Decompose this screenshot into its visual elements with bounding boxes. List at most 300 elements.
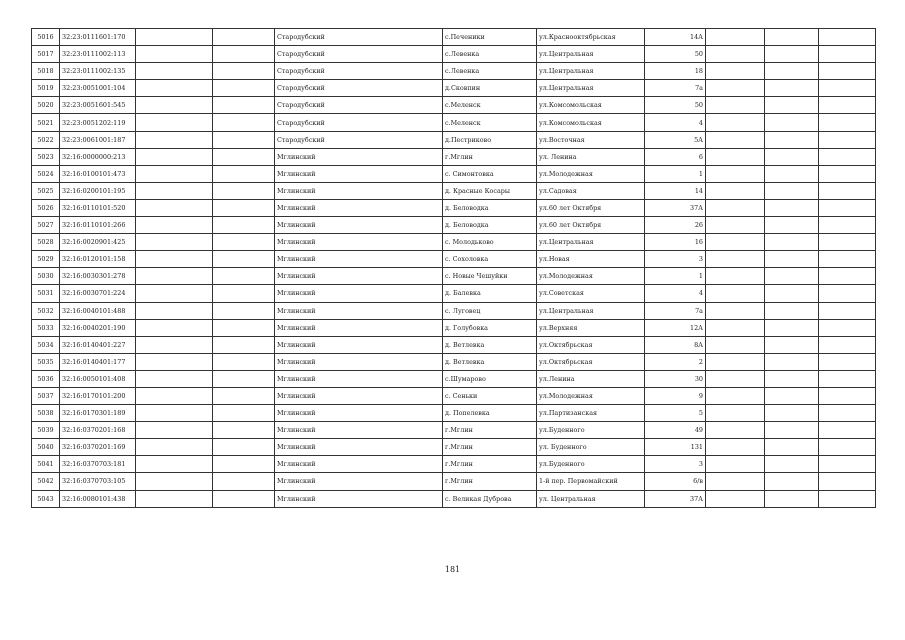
district-name: Мглинский [275,234,443,251]
house-number: 8А [645,336,706,353]
empty-cell [819,473,876,490]
street-name: ул.Краснооктябрьская [537,29,645,46]
district-name: Стародубский [275,131,443,148]
house-number: 5 [645,405,706,422]
empty-cell [819,387,876,404]
street-name: ул.Центральная [537,46,645,63]
house-number: 131 [645,439,706,456]
table-row [32,319,876,336]
locality-name: с. Новые Чешуйки [443,268,537,285]
locality-name: с. Сеньки [443,387,537,404]
district-name: Мглинский [275,456,443,473]
house-number: 1 [645,268,706,285]
empty-cell [819,46,876,63]
empty-cell [765,46,819,63]
cadastral-number: 32:16:0370703:105 [60,473,136,490]
row-number: 5040 [32,439,60,456]
row-number: 5029 [32,251,60,268]
street-name: ул.Верхняя [537,319,645,336]
empty-cell [706,285,765,302]
locality-name: с. Сохоловка [443,251,537,268]
cadastral-number: 32:16:0040101:488 [60,302,136,319]
cadastral-number: 32:16:0030301:278 [60,268,136,285]
empty-cell [136,97,213,114]
table-row [32,336,876,353]
empty-cell [765,131,819,148]
empty-cell [213,439,275,456]
empty-cell [706,234,765,251]
empty-cell [706,217,765,234]
empty-cell [706,199,765,216]
street-name: ул.Молодежная [537,165,645,182]
empty-cell [213,199,275,216]
cadastral-number: 32:16:0140401:177 [60,353,136,370]
district-name: Мглинский [275,353,443,370]
district-name: Мглинский [275,302,443,319]
street-name: ул. Ленина [537,148,645,165]
house-number: 9 [645,387,706,404]
empty-cell [819,405,876,422]
street-name: ул.Центральная [537,302,645,319]
street-name: 1-й пер. Первомайский [537,473,645,490]
empty-cell [136,182,213,199]
table-row [32,114,876,131]
empty-cell [765,182,819,199]
row-number: 5043 [32,490,60,507]
row-number: 5028 [32,234,60,251]
locality-name: с.Шумарово [443,370,537,387]
empty-cell [765,80,819,97]
empty-cell [213,285,275,302]
district-name: Мглинский [275,182,443,199]
row-number: 5039 [32,422,60,439]
empty-cell [765,148,819,165]
row-number: 5020 [32,97,60,114]
empty-cell [213,319,275,336]
locality-name: с. Молодьково [443,234,537,251]
cadastral-number: 32:16:0110101:266 [60,217,136,234]
empty-cell [706,165,765,182]
locality-name: д. Ветлевка [443,336,537,353]
empty-cell [706,46,765,63]
district-name: Мглинский [275,165,443,182]
empty-cell [136,422,213,439]
row-number: 5018 [32,63,60,80]
empty-cell [706,353,765,370]
empty-cell [819,114,876,131]
table-row [32,29,876,46]
empty-cell [765,251,819,268]
empty-cell [819,148,876,165]
cadastral-number: 32:16:0170101:200 [60,387,136,404]
empty-cell [136,439,213,456]
row-number: 5026 [32,199,60,216]
empty-cell [136,336,213,353]
street-name: ул.Молодежная [537,387,645,404]
cadastral-number: 32:16:0140401:227 [60,336,136,353]
empty-cell [765,336,819,353]
house-number: 4 [645,285,706,302]
cadastral-number: 32:16:0080101:438 [60,490,136,507]
empty-cell [136,251,213,268]
table-row [32,217,876,234]
locality-name: с.Меленск [443,97,537,114]
street-name: ул.Партизанская [537,405,645,422]
cadastral-number: 32:23:0051601:545 [60,97,136,114]
street-name: ул.Новая [537,251,645,268]
empty-cell [136,29,213,46]
row-number: 5019 [32,80,60,97]
cadastral-number: 32:16:0100101:473 [60,165,136,182]
cadastral-number: 32:16:0120101:158 [60,251,136,268]
empty-cell [706,370,765,387]
empty-cell [136,353,213,370]
empty-cell [213,165,275,182]
street-name: ул.Советская [537,285,645,302]
locality-name: г.Мглин [443,148,537,165]
cadastral-number: 32:23:0051001:104 [60,80,136,97]
street-name: ул.Буденного [537,456,645,473]
house-number: 7а [645,302,706,319]
locality-name: г.Мглин [443,439,537,456]
empty-cell [706,490,765,507]
locality-name: г.Мглин [443,422,537,439]
house-number: 14 [645,182,706,199]
house-number: 4 [645,114,706,131]
row-number: 5025 [32,182,60,199]
table-row [32,63,876,80]
empty-cell [213,131,275,148]
empty-cell [765,114,819,131]
empty-cell [706,387,765,404]
empty-cell [136,217,213,234]
row-number: 5032 [32,302,60,319]
street-name: ул. Центральная [537,490,645,507]
empty-cell [136,285,213,302]
locality-name: д.Сковпин [443,80,537,97]
house-number: 2 [645,353,706,370]
empty-cell [819,439,876,456]
table-row [32,165,876,182]
locality-name: д. Попелевка [443,405,537,422]
empty-cell [213,405,275,422]
table-row [32,182,876,199]
row-number: 5033 [32,319,60,336]
empty-cell [213,234,275,251]
cadastral-number: 32:23:0111601:170 [60,29,136,46]
cadastral-number: 32:16:0040201:190 [60,319,136,336]
house-number: 37А [645,490,706,507]
row-number: 5024 [32,165,60,182]
empty-cell [765,319,819,336]
district-name: Мглинский [275,319,443,336]
page-number: 181 [444,565,461,574]
empty-cell [819,353,876,370]
empty-cell [765,473,819,490]
row-number: 5021 [32,114,60,131]
empty-cell [706,456,765,473]
empty-cell [819,97,876,114]
table-row [32,148,876,165]
empty-cell [819,490,876,507]
house-number: 50 [645,46,706,63]
empty-cell [213,302,275,319]
empty-cell [765,268,819,285]
empty-cell [213,370,275,387]
district-name: Мглинский [275,387,443,404]
district-name: Мглинский [275,490,443,507]
empty-cell [706,114,765,131]
empty-cell [136,370,213,387]
house-number: 3 [645,251,706,268]
street-name: ул.Центральная [537,80,645,97]
street-name: ул.60 лет Октября [537,199,645,216]
empty-cell [765,217,819,234]
cadastral-number: 32:16:0370703:181 [60,456,136,473]
row-number: 5031 [32,285,60,302]
empty-cell [765,456,819,473]
empty-cell [765,29,819,46]
district-name: Мглинский [275,199,443,216]
empty-cell [136,63,213,80]
empty-cell [213,80,275,97]
empty-cell [706,148,765,165]
street-name: ул.Комсомольская [537,97,645,114]
empty-cell [213,473,275,490]
cadastral-number: 32:16:0020901:425 [60,234,136,251]
empty-cell [213,29,275,46]
empty-cell [706,319,765,336]
table-row [32,405,876,422]
locality-name: г.Мглин [443,473,537,490]
locality-name: д. Голубовка [443,319,537,336]
empty-cell [213,336,275,353]
empty-cell [819,182,876,199]
house-number: 50 [645,97,706,114]
empty-cell [213,217,275,234]
cadastral-number: 32:16:0050101:408 [60,370,136,387]
cadastral-number: 32:16:0000000:213 [60,148,136,165]
empty-cell [706,268,765,285]
district-name: Мглинский [275,473,443,490]
table-row [32,131,876,148]
empty-cell [213,387,275,404]
row-number: 5042 [32,473,60,490]
empty-cell [765,405,819,422]
house-number: 16 [645,234,706,251]
empty-cell [819,422,876,439]
empty-cell [213,148,275,165]
house-number: 5А [645,131,706,148]
empty-cell [819,319,876,336]
empty-cell [706,422,765,439]
empty-cell [765,234,819,251]
locality-name: д. Красные Косары [443,182,537,199]
row-number: 5030 [32,268,60,285]
empty-cell [213,268,275,285]
table-row [32,285,876,302]
cadastral-number: 32:23:0051202:119 [60,114,136,131]
locality-name: д. Беловодка [443,217,537,234]
empty-cell [819,234,876,251]
empty-cell [213,456,275,473]
empty-cell [819,80,876,97]
district-name: Мглинский [275,285,443,302]
cadastral-number: 32:16:0370201:169 [60,439,136,456]
empty-cell [136,302,213,319]
empty-cell [819,199,876,216]
empty-cell [819,165,876,182]
empty-cell [136,456,213,473]
table-row [32,370,876,387]
cadastral-number: 32:16:0170301:189 [60,405,136,422]
table-row [32,473,876,490]
street-name: ул.60 лет Октября [537,217,645,234]
table-row [32,199,876,216]
empty-cell [819,251,876,268]
district-name: Стародубский [275,114,443,131]
table-row [32,251,876,268]
table-row [32,353,876,370]
empty-cell [213,422,275,439]
row-number: 5041 [32,456,60,473]
cadastral-number: 32:23:0111002:135 [60,63,136,80]
district-name: Стародубский [275,29,443,46]
empty-cell [136,387,213,404]
empty-cell [136,234,213,251]
empty-cell [819,285,876,302]
empty-cell [706,473,765,490]
table-row [32,439,876,456]
empty-cell [136,114,213,131]
registry-table [31,28,876,508]
empty-cell [706,80,765,97]
empty-cell [819,370,876,387]
house-number: 3 [645,456,706,473]
empty-cell [213,46,275,63]
empty-cell [706,336,765,353]
locality-name: д.Пестриково [443,131,537,148]
table-row [32,302,876,319]
locality-name: д. Ветлевка [443,353,537,370]
empty-cell [765,199,819,216]
empty-cell [765,302,819,319]
empty-cell [819,302,876,319]
empty-cell [706,182,765,199]
row-number: 5023 [32,148,60,165]
locality-name: с.Печеники [443,29,537,46]
empty-cell [765,439,819,456]
empty-cell [706,63,765,80]
house-number: 18 [645,63,706,80]
street-name: ул.Буденного [537,422,645,439]
district-name: Стародубский [275,80,443,97]
street-name: ул.Октябрьская [537,336,645,353]
row-number: 5038 [32,405,60,422]
table-row [32,268,876,285]
empty-cell [136,80,213,97]
cadastral-number: 32:16:0030701:224 [60,285,136,302]
empty-cell [136,405,213,422]
table-row [32,234,876,251]
empty-cell [765,490,819,507]
table-row [32,422,876,439]
locality-name: с.Меленск [443,114,537,131]
empty-cell [136,319,213,336]
empty-cell [213,114,275,131]
locality-name: с. Великая Дуброва [443,490,537,507]
house-number: 26 [645,217,706,234]
empty-cell [765,370,819,387]
street-name: ул.Центральная [537,63,645,80]
empty-cell [136,131,213,148]
house-number: 14А [645,29,706,46]
empty-cell [765,387,819,404]
table-row [32,387,876,404]
empty-cell [706,97,765,114]
street-name: ул.Молодежная [537,268,645,285]
empty-cell [765,63,819,80]
house-number: 1 [645,165,706,182]
empty-cell [136,148,213,165]
table-row [32,97,876,114]
cadastral-number: 32:23:0111002:113 [60,46,136,63]
district-name: Мглинский [275,405,443,422]
empty-cell [136,199,213,216]
table-row [32,46,876,63]
locality-name: г.Мглин [443,456,537,473]
street-name: ул.Октябрьская [537,353,645,370]
empty-cell [819,63,876,80]
house-number: 49 [645,422,706,439]
empty-cell [213,182,275,199]
district-name: Мглинский [275,148,443,165]
street-name: ул.Восточная [537,131,645,148]
row-number: 5027 [32,217,60,234]
empty-cell [213,97,275,114]
empty-cell [765,165,819,182]
empty-cell [706,405,765,422]
empty-cell [819,456,876,473]
empty-cell [136,46,213,63]
street-name: ул. Буденного [537,439,645,456]
table-row [32,80,876,97]
row-number: 5017 [32,46,60,63]
district-name: Мглинский [275,439,443,456]
district-name: Мглинский [275,217,443,234]
locality-name: д. Беловодка [443,199,537,216]
row-number: 5022 [32,131,60,148]
empty-cell [136,165,213,182]
empty-cell [819,29,876,46]
empty-cell [819,217,876,234]
locality-name: с. Луговец [443,302,537,319]
cadastral-number: 32:23:0061001:187 [60,131,136,148]
empty-cell [819,268,876,285]
empty-cell [765,422,819,439]
district-name: Мглинский [275,336,443,353]
house-number: 37А [645,199,706,216]
empty-cell [136,268,213,285]
empty-cell [706,29,765,46]
empty-cell [706,131,765,148]
row-number: 5037 [32,387,60,404]
empty-cell [136,473,213,490]
empty-cell [706,439,765,456]
cadastral-number: 32:16:0370201:168 [60,422,136,439]
empty-cell [765,285,819,302]
table-row [32,456,876,473]
